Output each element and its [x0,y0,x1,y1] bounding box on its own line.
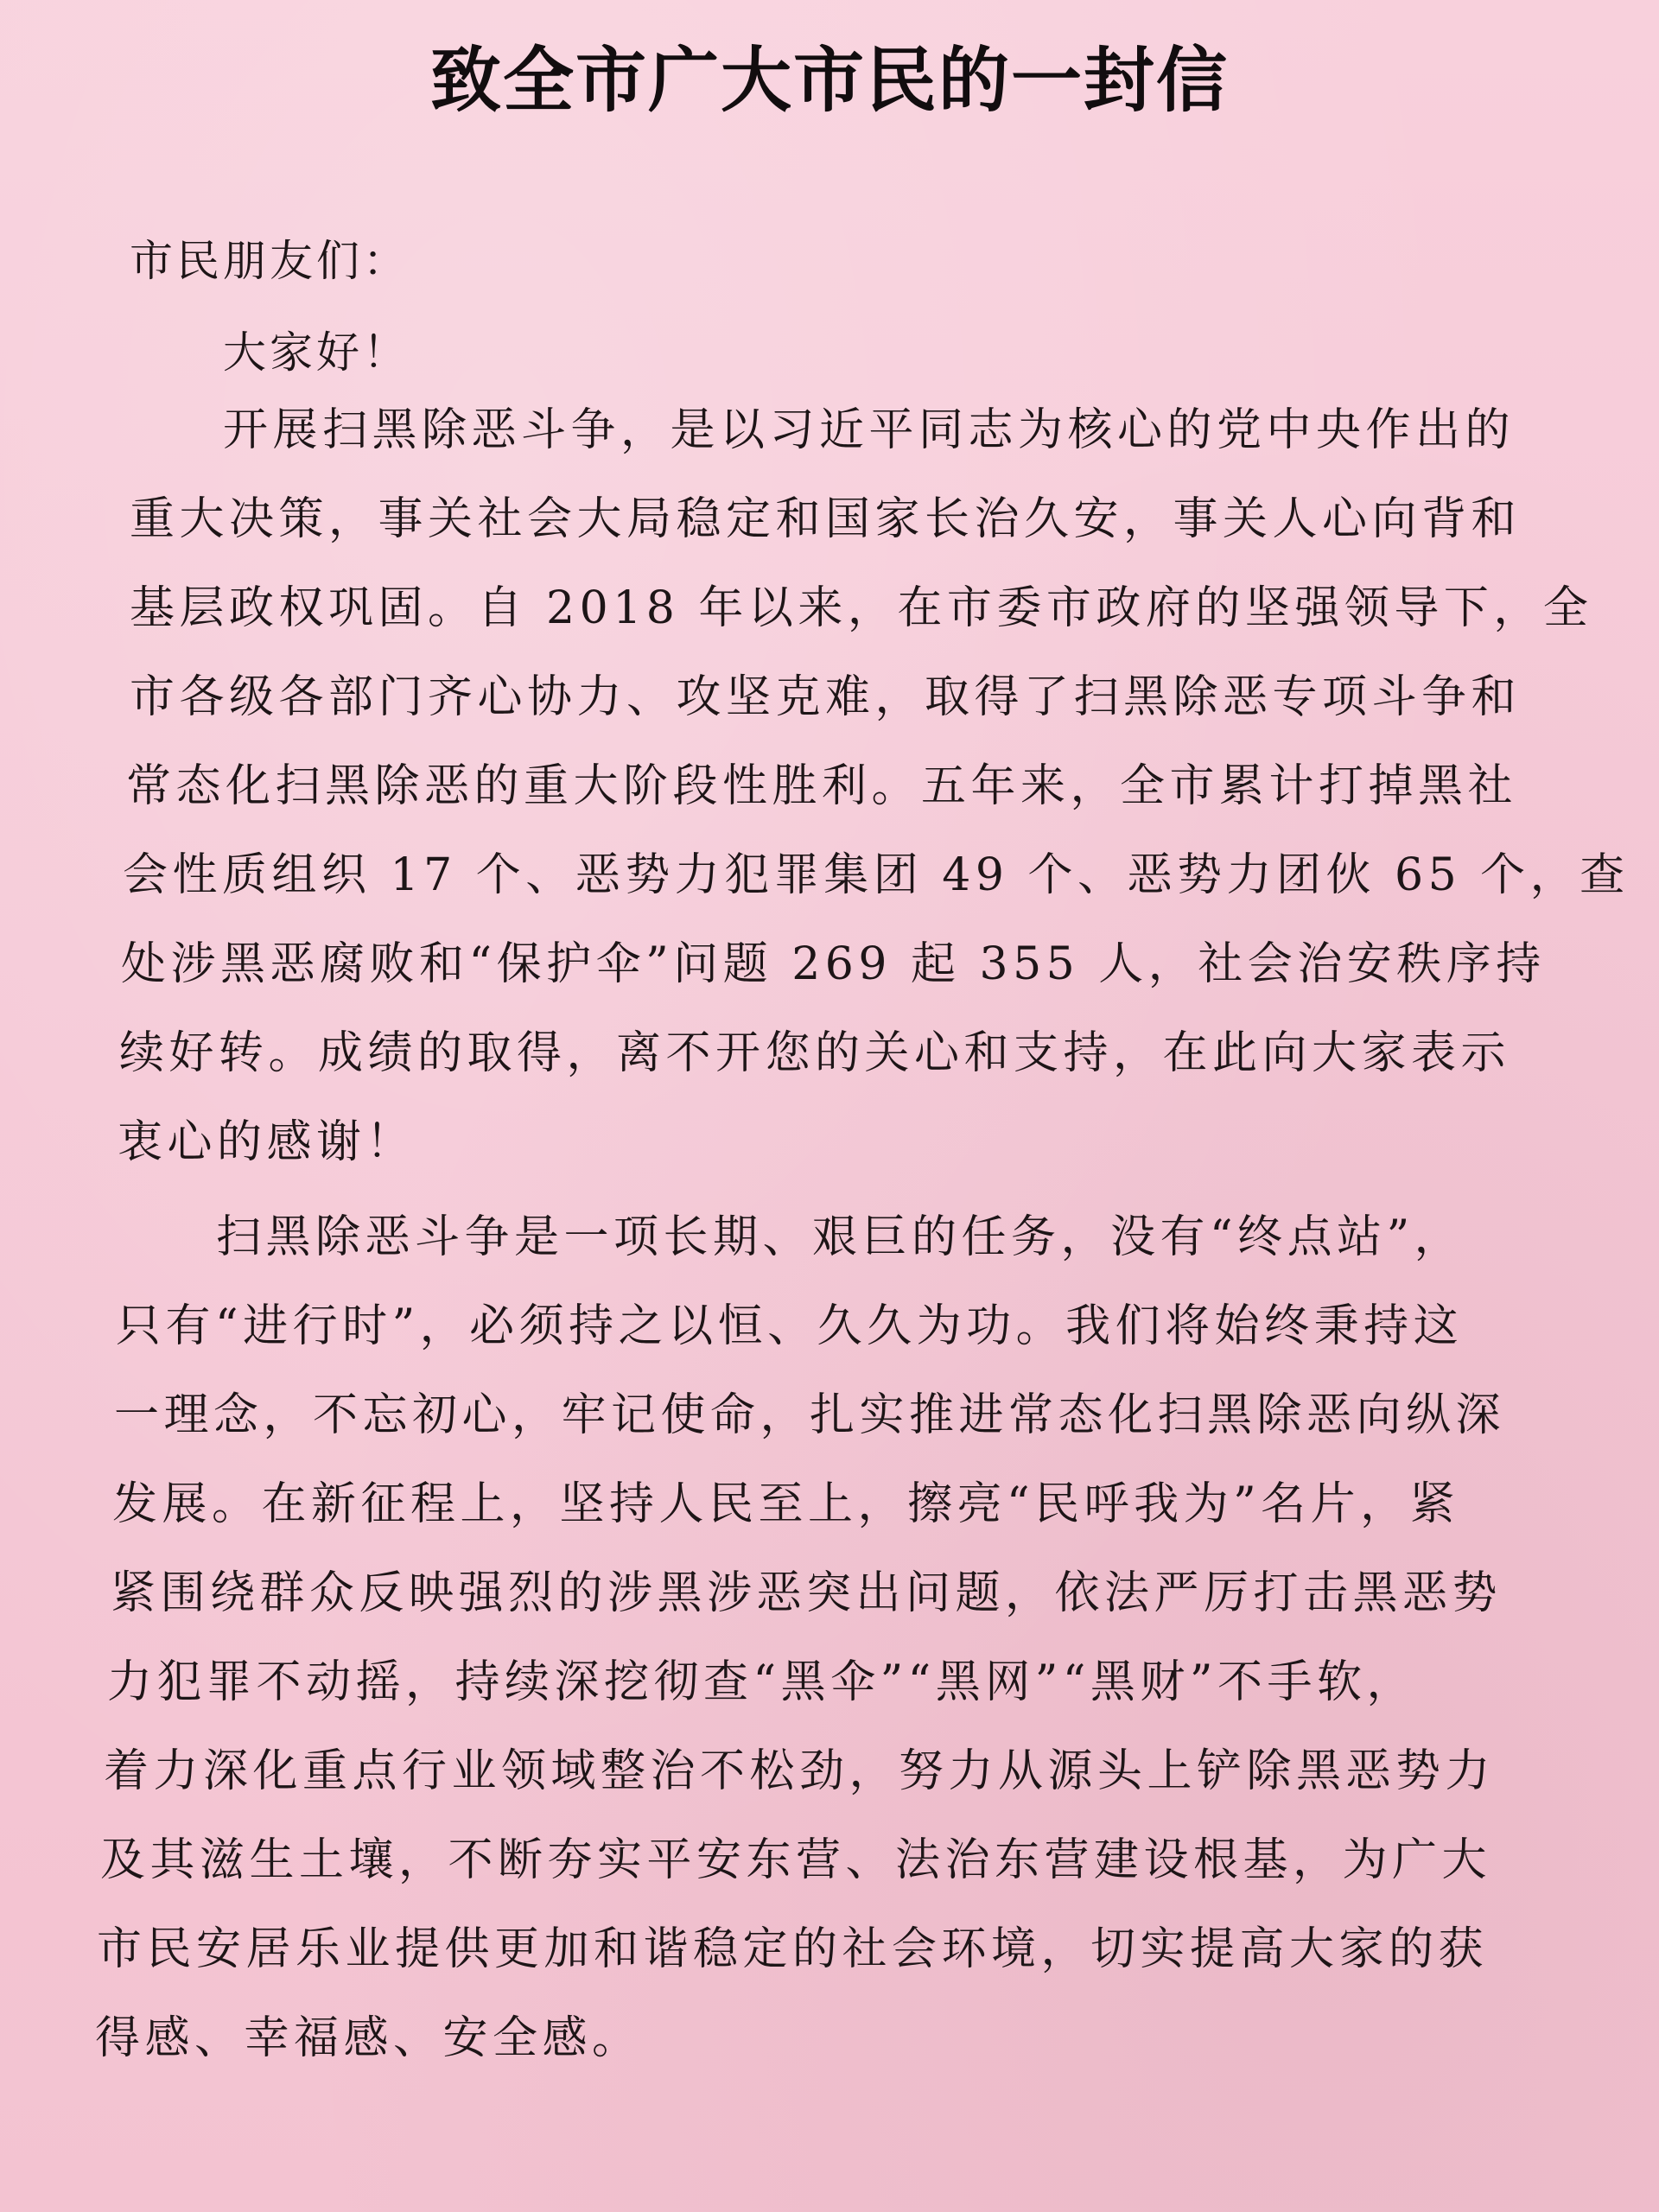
paragraph1-line: 重大决策，事关社会大局稳定和国家长治久安，事关人心向背和 [130,493,1522,545]
paragraph2-line: 市民安居乐业提供更加和谐稳定的社会环境，切实提高大家的获 [97,1923,1489,1975]
paragraph1-line: 开展扫黑除恶斗争，是以习近平同志为核心的党中央作出的 [223,404,1516,456]
paragraph2-line: 扫黑除恶斗争是一项长期、艰巨的任务，没有“终点站”， [216,1211,1465,1263]
paragraph1-line: 基层政权巩固。自 2018 年以来，在市委市政府的坚强领导下，全 [130,582,1593,634]
greeting: 大家好！ [223,327,410,378]
salutation: 市民朋友们： [130,236,410,286]
paragraph2-line: 只有“进行时”，必须持之以恒、久久为功。我们将始终秉持这 [116,1300,1464,1352]
paragraph1-line: 续好转。成绩的取得，离不开您的关心和支持，在此向大家表示 [119,1027,1511,1079]
paragraph2-line: 紧围绕群众反映强烈的涉黑涉恶突出问题，依法严厉打击黑恶势 [111,1567,1503,1619]
paragraph2-line: 一理念，不忘初心，牢记使命，扎实推进常态化扫黑除恶向纵深 [114,1389,1506,1441]
paragraph1-line: 处涉黑恶腐败和“保护伞”问题 269 起 355 人，社会治安秩序持 [121,938,1546,990]
paragraph2-line: 着力深化重点行业领域整治不松劲，努力从源头上铲除黑恶势力 [104,1745,1496,1797]
paragraph1-line: 市各级各部门齐心协力、攻坚克难，取得了扫黑除恶专项斗争和 [130,671,1522,723]
paragraph1-line: 常态化扫黑除恶的重大阶段性胜利。五年来，全市累计打掉黑社 [126,760,1518,812]
paragraph2-line: 得感、幸福感、安全感。 [95,2012,642,2064]
paragraph2-line: 发展。在新征程上，坚持人民至上，擦亮“民呼我为”名片，紧 [112,1478,1460,1530]
paragraph2-line: 力犯罪不动摇，持续深挖彻查“黑伞”“黑网”“黑财”不手软， [107,1656,1417,1708]
letter-title: 致全市广大市民的一封信 [429,40,1229,122]
paragraph1-line: 会性质组织 17 个、恶势力犯罪集团 49 个、恶势力团伙 65 个，查 [123,849,1630,901]
paragraph2-line: 及其滋生土壤，不断夯实平安东营、法治东营建设根基，为广大 [100,1834,1492,1886]
paragraph1-line: 衷心的感谢！ [118,1116,416,1168]
